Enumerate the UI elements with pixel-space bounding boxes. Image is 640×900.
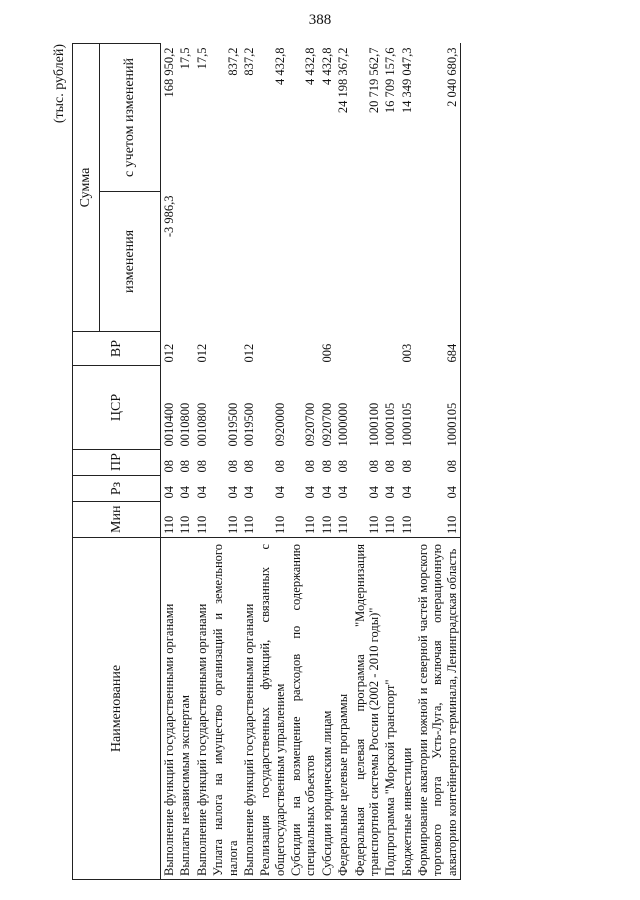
row-with-changes: 17,5 xyxy=(194,47,209,70)
row-csr: 1000105 xyxy=(399,402,414,447)
row-rz: 04 xyxy=(178,486,193,499)
row-pr: 08 xyxy=(383,460,398,473)
row-changes: -3 986,3 xyxy=(162,195,176,238)
row-csr: 0920000 xyxy=(272,402,287,447)
row-vr: 006 xyxy=(319,343,334,363)
table-row xyxy=(161,44,178,880)
row-vr xyxy=(382,332,398,366)
row-changes xyxy=(257,192,288,332)
row-rz: 04 xyxy=(319,486,334,499)
table-row xyxy=(241,44,257,880)
row-pr: 08 xyxy=(241,460,256,473)
row-min: 110 xyxy=(162,515,176,534)
row-rz: 04 xyxy=(241,486,256,499)
row-csr: 0019500 xyxy=(225,402,240,447)
rotated-table-page xyxy=(50,40,590,880)
row-rz: 04 xyxy=(366,486,381,499)
row-min: 110 xyxy=(415,502,461,538)
row-changes xyxy=(335,192,351,332)
row-pr: 08 xyxy=(415,450,461,476)
header-pr: ПР xyxy=(73,450,161,476)
row-rz: 04 xyxy=(225,486,240,499)
header-vr: ВР xyxy=(73,332,161,366)
row-vr xyxy=(210,332,241,366)
row-name: Субсидии юридическим лицам xyxy=(319,538,335,880)
header-with-changes: с учетом изменений xyxy=(100,44,161,192)
row-name: Формирование акватории южной и северной частей морского торгового порта Усть-Луга, включая операционную акваторию контейнерного терминала, Ленинградская область xyxy=(415,538,461,880)
row-min: 110 xyxy=(383,515,398,534)
row-min: 110 xyxy=(194,515,209,534)
row-pr: 08 xyxy=(303,460,318,473)
row-with-changes: 837,2 xyxy=(225,47,240,76)
row-vr xyxy=(288,332,319,366)
row-min: 110 xyxy=(272,515,287,534)
row-min: 110 xyxy=(225,515,240,534)
row-pr: 08 xyxy=(162,460,176,473)
row-min: 110 xyxy=(178,515,193,534)
row-changes xyxy=(288,192,319,332)
row-rz: 04 xyxy=(415,476,461,502)
row-name: Субсидии на возмещение расходов по содержанию специальных объектов xyxy=(288,538,319,880)
page-number: 388 xyxy=(308,12,332,28)
row-min: 110 xyxy=(303,515,318,534)
row-rz: 04 xyxy=(303,486,318,499)
row-vr: 684 xyxy=(415,332,461,366)
row-csr: 0010400 xyxy=(162,402,176,447)
table-row xyxy=(319,44,335,880)
table-row xyxy=(399,44,415,880)
row-with-changes: 16 709 157,6 xyxy=(383,47,398,114)
row-vr xyxy=(335,332,351,366)
row-with-changes: 4 432,8 xyxy=(319,47,334,85)
row-rz: 04 xyxy=(383,486,398,499)
row-changes xyxy=(194,192,210,332)
row-name: Федеральные целевые программы xyxy=(335,538,351,880)
row-pr: 08 xyxy=(272,460,287,473)
row-name: Выполнение функций государственными органами xyxy=(161,538,178,880)
table-row xyxy=(352,44,383,880)
row-name: Уплата налога на имущество организаций и земельного налога xyxy=(210,538,241,880)
row-vr: 003 xyxy=(399,343,414,363)
row-min: 110 xyxy=(336,515,351,534)
row-rz: 04 xyxy=(399,486,414,499)
row-rz: 04 xyxy=(336,486,351,499)
row-csr: 0019500 xyxy=(241,402,256,447)
row-with-changes: 4 432,8 xyxy=(303,47,318,85)
row-rz: 04 xyxy=(194,486,209,499)
table-row xyxy=(335,44,351,880)
row-with-changes: 2 040 680,3 xyxy=(415,44,461,192)
row-changes xyxy=(177,192,193,332)
table-row xyxy=(415,44,461,880)
header-rz: Рз xyxy=(73,476,161,502)
row-min: 110 xyxy=(241,515,256,534)
row-with-changes: 17,5 xyxy=(178,47,193,70)
row-with-changes: 168 950,2 xyxy=(162,47,176,98)
row-name: Бюджетные инвестиции xyxy=(399,538,415,880)
row-pr: 08 xyxy=(399,460,414,473)
table-row xyxy=(210,44,241,880)
row-min: 110 xyxy=(399,515,414,534)
table-row xyxy=(288,44,319,880)
row-changes xyxy=(352,192,383,332)
row-with-changes: 14 349 047,3 xyxy=(399,47,414,114)
table-row xyxy=(177,44,193,880)
row-name: Выполнение функций государственными органами xyxy=(194,538,210,880)
row-changes xyxy=(399,192,415,332)
row-name: Федеральная целевая программа "Модернизация транспортной системы России (2002 - 2010 годы)" xyxy=(352,538,383,880)
row-csr: 1000105 xyxy=(415,366,461,450)
row-name: Подпрограмма "Морской транспорт" xyxy=(382,538,398,880)
table-row xyxy=(257,44,288,880)
row-vr: 012 xyxy=(194,343,209,363)
row-name: Выплаты независимым экспертам xyxy=(177,538,193,880)
row-vr xyxy=(177,332,193,366)
row-changes xyxy=(241,192,257,332)
header-min: Мин xyxy=(73,502,161,538)
row-pr: 08 xyxy=(336,460,351,473)
row-vr: 012 xyxy=(162,343,176,363)
row-changes xyxy=(415,192,461,332)
row-csr: 0010800 xyxy=(194,402,209,447)
row-rz: 04 xyxy=(162,486,176,499)
units-label: (тыс. рублей) xyxy=(52,44,67,124)
row-csr: 1000100 xyxy=(366,402,381,447)
row-pr: 08 xyxy=(319,460,334,473)
budget-table xyxy=(72,43,461,880)
row-min: 110 xyxy=(319,515,334,534)
row-name: Реализация государственных функций, связанных с общегосударственным управлением xyxy=(257,538,288,880)
row-with-changes: 24 198 367,2 xyxy=(336,47,351,114)
row-csr: 0920700 xyxy=(319,402,334,447)
row-vr xyxy=(352,332,383,366)
row-vr: 012 xyxy=(241,343,256,363)
row-pr: 08 xyxy=(225,460,240,473)
row-csr: 1000105 xyxy=(383,402,398,447)
row-changes xyxy=(210,192,241,332)
table-row xyxy=(382,44,398,880)
row-with-changes: 20 719 562,7 xyxy=(366,47,381,114)
header-csr: ЦСР xyxy=(73,366,161,450)
row-pr: 08 xyxy=(366,460,381,473)
header-changes: изменения xyxy=(100,192,161,332)
row-pr: 08 xyxy=(194,460,209,473)
row-changes xyxy=(319,192,335,332)
header-sum: Сумма xyxy=(73,44,100,332)
row-csr: 1000000 xyxy=(336,402,351,447)
header-name: Наименование xyxy=(73,538,161,880)
row-min: 110 xyxy=(366,515,381,534)
row-changes xyxy=(382,192,398,332)
row-pr: 08 xyxy=(178,460,193,473)
row-rz: 04 xyxy=(272,486,287,499)
row-with-changes: 4 432,8 xyxy=(272,47,287,85)
row-csr: 0010800 xyxy=(178,402,193,447)
row-vr xyxy=(257,332,288,366)
row-with-changes: 837,2 xyxy=(241,47,256,76)
row-csr: 0920700 xyxy=(303,402,318,447)
table-row xyxy=(194,44,210,880)
row-name: Выполнение функций государственными органами xyxy=(241,538,257,880)
